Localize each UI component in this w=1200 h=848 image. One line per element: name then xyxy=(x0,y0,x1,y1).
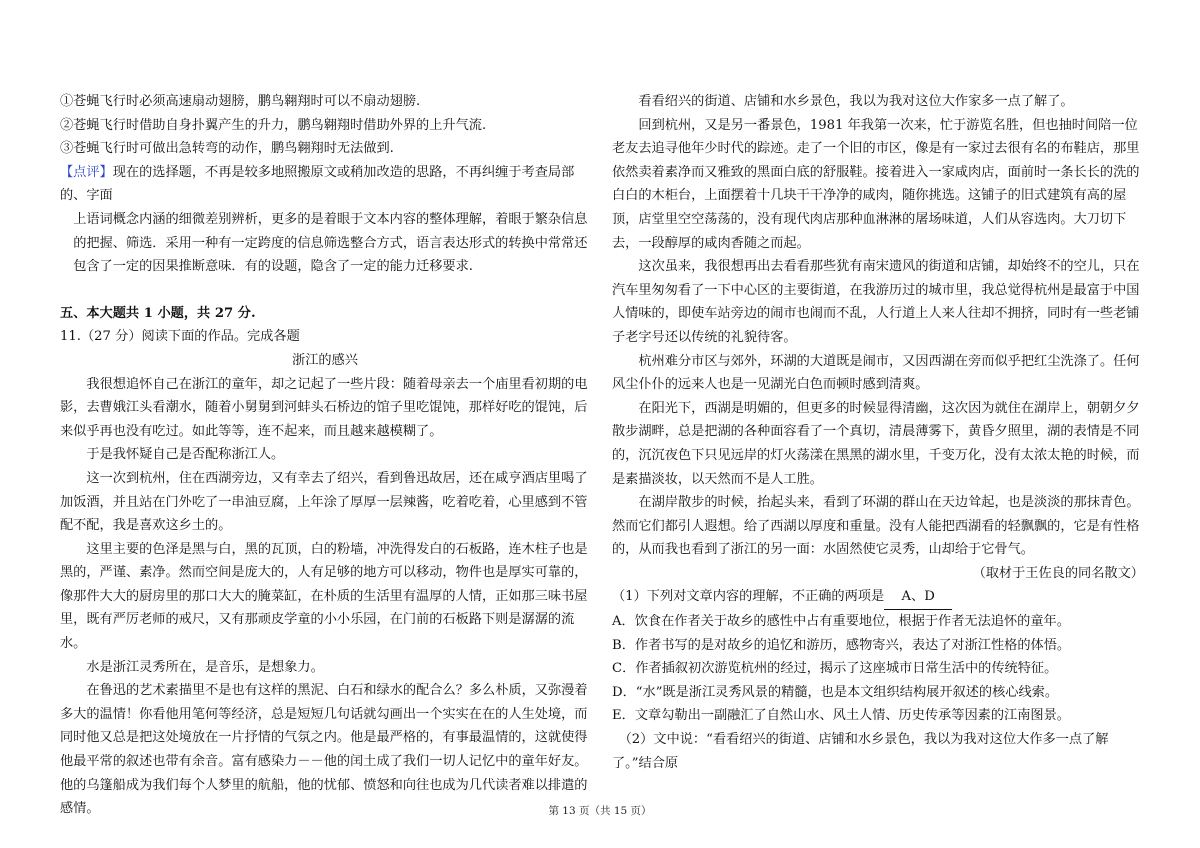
right-column xyxy=(612,90,1144,775)
essay-paragraph: 这次虽来，我很想再出去看看那些犹有南宋遗风的街道和店铺，却始终不的空儿，只在汽车里匆匆看了一下中心区的主要街道，在我游历过的城市里，我总觉得杭州是最富于中国人情味的，即使车站旁边的闹市也闹而不乱，人行道上人来人往却不拥挤，同时有一些老铺子老字号还以传统的礼貌待客。 xyxy=(612,259,1140,345)
left-column xyxy=(60,90,590,821)
essay-paragraph: 回到杭州，又是另一番景色，1981 年我第一次来，忙于游览名胜，但也抽时间陪一位老友去追寻他年少时代的踪迹。走了一个旧的市区，像是有一家过去很有名的布鞋店，那里依然卖着素净而又雅致的黑面白底的舒服鞋。接着进入一家咸肉店，面前时一条长长的洗的白白的木柜台，上面摆着十几块干干净净的咸肉，随你挑选。这铺子的旧式建筑有高的屋顶，店堂里空空荡荡的，没有现代肉店那种血淋淋的屠场味道，人们从容选肉。大刀切下去，一段醇厚的咸肉香随之而起。 xyxy=(612,117,1140,251)
statement-2: ②苍蝇飞行时借助自身扑翼产生的升力，鹏鸟翱翔时借助外界的上升气流. xyxy=(60,117,487,133)
comment-block xyxy=(60,161,590,279)
question-1-text: （1）下列对文章内容的理解，不正确的两项是 xyxy=(612,589,885,605)
essay-paragraph: 这一次到杭州，住在西湖旁边，又有幸去了绍兴，看到鲁迅故居，还在咸亨酒店里喝了加饭酒，并且站在门外吃了一串油豆腐，上年涂了厚厚一层辣酱，吃着吃着，心里感到不管配不配，我是喜欢这乡土的。 xyxy=(60,470,588,534)
source-note: （取材于王佐良的同名散文） xyxy=(972,565,1144,581)
option-d: D．“水”既是浙江灵秀风景的精髓，也是本文组织结构展开叙述的核心线索。 xyxy=(612,684,1059,700)
option-c: C．作者插叙初次游览杭州的经过，揭示了这座城市日常生活中的传统特征。 xyxy=(612,661,1058,677)
question-1-answer: A、D xyxy=(884,585,952,610)
comment-tag: 【点评】 xyxy=(60,164,113,180)
page-footer: 第 13 页（共 15 页） xyxy=(548,805,652,817)
comment-body: 上语词概念内涵的细微差别辨析，更多的是着眼于文本内容的整体理解，着眼于繁杂信息的把握、筛选．采用一种有一定跨度的信息筛选整合方式，语言表达形式的转换中常常还包含了一定的因果推断意味．有的设题，隐含了一定的能力迁移要求. xyxy=(73,211,588,275)
statement-3: ③苍蝇飞行时可做出急转弯的动作，鹏鸟翱翔时无法做到. xyxy=(60,141,394,157)
question-2: （2）文中说：“看看绍兴的街道、店铺和水乡景色，我以为我对这位大作多一点了解了。”结合原 xyxy=(612,732,1109,771)
essay-paragraph: 在阳光下，西湖是明媚的，但更多的时候显得清幽，这次因为就住在湖岸上，朝朝夕夕散步湖畔，总是把湖的各种面容看了一个真切，清晨薄雾下，黄昏夕照里，湖的表情是不同的，沉沉夜色下只见远岸的灯火荡漾在黑黑的湖水里，千变万化，没有太浓太艳的时候，而是素描淡妆，以天然而不是人工胜。 xyxy=(612,400,1140,487)
essay-paragraph: 这里主要的色泽是黑与白，黑的瓦顶，白的粉墙，冲洗得发白的石板路，连木柱子也是黑的，严谨、素净。然而空间是庞大的，人有足够的地方可以移动，物件也是厚实可靠的，像那件大大的厨房里的那口大大的腌菜缸，在朴质的生活里有温厚的人情，正如那三味书屋里，既有严厉老师的戒尺，又有那顽皮学童的小小乐园，在门前的石板路下则是潺潺的流水。 xyxy=(60,541,588,652)
question-11: 11.（27 分）阅读下面的作品。完成各题 xyxy=(60,329,300,345)
option-e: E．文章勾勒出一副融汇了自然山水、风土人情、历史传承等因素的江南图景。 xyxy=(612,708,1070,724)
essay-paragraph: 水是浙江灵秀所在，是音乐，是想象力。 xyxy=(86,659,324,675)
essay-paragraph: 在湖岸散步的时候，抬起头来，看到了环湖的群山在天边耸起，也是淡淡的那抹青色。然而它们都引人遐想。给了西湖以厚度和重量。没有人能把西湖看的轻飘飘的，它是有性格的，从而我也看到了浙江的另一面：水固然使它灵秀，山却给于它骨气。 xyxy=(612,495,1140,558)
option-a: A．饮食在作者关于故乡的感性中占有重要地位，根据于作者无法追怀的童年。 xyxy=(612,614,1070,630)
comment-first-line: 现在的选择题，不再是较多地照搬原文或稍加改造的思路，不再纠缠于考查局部的、字面 xyxy=(60,164,575,204)
statement-1: ①苍蝇飞行时必须高速扇动翅膀，鹏鸟翱翔时可以不扇动翅膀. xyxy=(60,94,421,109)
option-b: B．作者书写的是对故乡的追忆和游历，感物寄兴，表达了对浙江性格的体悟。 xyxy=(612,637,1071,653)
essay-paragraph: 我很想追怀自己在浙江的童年，却之记起了一些片段：随着母亲去一个庙里看初期的电影，去曹娥江头看潮水，随着小舅舅到河蚌头石桥边的馆子里吃馄饨，那样好吃的馄饨，后来似乎再也没有吃过。如此等等，连不起来，而且越来越模糊了。 xyxy=(60,376,588,439)
essay-paragraph: 于是我怀疑自己是否配称浙江人。 xyxy=(86,447,285,463)
section-title: 五、本大题共 1 小题，共 27 分. xyxy=(60,305,256,321)
essay-paragraph: 在鲁迅的艺术素描里不是也有这样的黑泥、白石和绿水的配合么？多么朴质，又弥漫着多大的温情！你看他用笔何等经济，总是短短几句话就勾画出一个实实在在的人生处境，而同时他又总是把这处境放在一片抒情的气氛之内。他是最严格的，有事最温情的，这就使得他最平常的叙述也带有余音。富有感染力－－他的闰土成了我们一切人记忆中的童年好友。他的乌篷船成为我们每个人梦里的航船，他的忧郁、愤怒和向往也成为几代读者难以排遣的感情。 xyxy=(60,683,588,817)
essay-paragraph: 杭州难分市区与郊外，环湖的大道既是闹市，又因西湖在旁而似乎把红尘洗涤了。任何风尘仆仆的远来人也是一见湖光白色而顿时感到清爽。 xyxy=(612,353,1140,393)
question-1 xyxy=(612,585,1144,610)
essay-title: 浙江的感兴 xyxy=(292,352,358,368)
essay-paragraph: 看看绍兴的街道、店铺和水乡景色，我以为我对这位大作家多一点了解了。 xyxy=(638,94,1074,109)
